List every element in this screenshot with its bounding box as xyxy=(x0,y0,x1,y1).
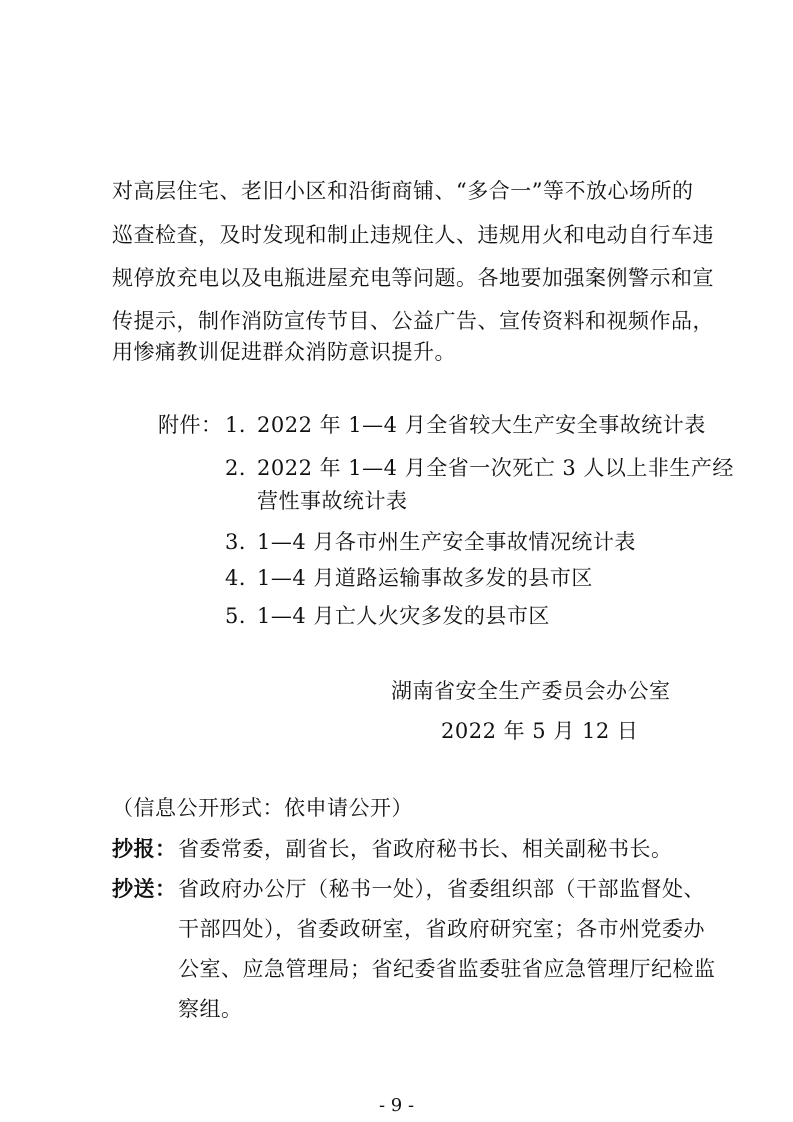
attachments-label: 附件： xyxy=(158,413,223,437)
attachment-title: 1—4 月亡人火灾多发的县市区 xyxy=(257,604,550,628)
cc-send-line: 察组。 xyxy=(178,997,243,1021)
attachment-title-continued: 营性事故统计表 xyxy=(257,489,408,513)
page-number: - 9 - xyxy=(378,1095,415,1116)
attachment-title: 1—4 月各市州生产安全事故情况统计表 xyxy=(257,530,636,554)
attachment-number: 1． xyxy=(225,413,261,437)
paragraph-line: 传提示，制作消防宣传节目、公益广告、宣传资料和视频作品， xyxy=(112,309,714,333)
paragraph-line: 对高层住宅、老旧小区和沿街商铺、“多合一”等不放心场所的 xyxy=(112,179,694,203)
paragraph-line: 巡查检查，及时发现和制止违规住人、违规用火和电动自行车违 xyxy=(112,223,714,247)
cc-send-line: 省政府办公厅（秘书一处），省委组织部（干部监督处、 xyxy=(178,877,705,901)
cc-send-label: 抄送： xyxy=(112,876,177,901)
cc-report-label: 抄报： xyxy=(112,836,177,861)
attachment-title: 2022 年 1—4 月全省一次死亡 3 人以上非生产经 xyxy=(257,456,734,480)
attachment-number: 3． xyxy=(225,530,261,554)
cc-report-text: 省委常委，副省长，省政府秘书长、相关副秘书长。 xyxy=(178,837,673,861)
attachment-number: 5． xyxy=(225,604,261,628)
issue-date: 2022 年 5 月 12 日 xyxy=(441,719,639,743)
attachment-title: 2022 年 1—4 月全省较大生产安全事故统计表 xyxy=(257,413,706,437)
paragraph-line: 用惨痛教训促进群众消防意识提升。 xyxy=(112,340,456,364)
attachment-title: 1—4 月道路运输事故多发的县市区 xyxy=(257,566,593,590)
attachment-number: 4． xyxy=(225,566,261,590)
issuing-organization: 湖南省安全生产委员会办公室 xyxy=(391,679,671,703)
cc-send-line: 公室、应急管理局；省纪委省监委驻省应急管理厅纪检监 xyxy=(178,957,716,981)
attachment-number: 2． xyxy=(225,456,261,480)
disclosure-note: （信息公开形式：依申请公开） xyxy=(112,796,413,820)
cc-send-line: 干部四处），省委政研室，省政府研究室；各市州党委办 xyxy=(178,917,705,941)
paragraph-line: 规停放充电以及电瓶进屋充电等问题。各地要加强案例警示和宣 xyxy=(112,266,714,290)
